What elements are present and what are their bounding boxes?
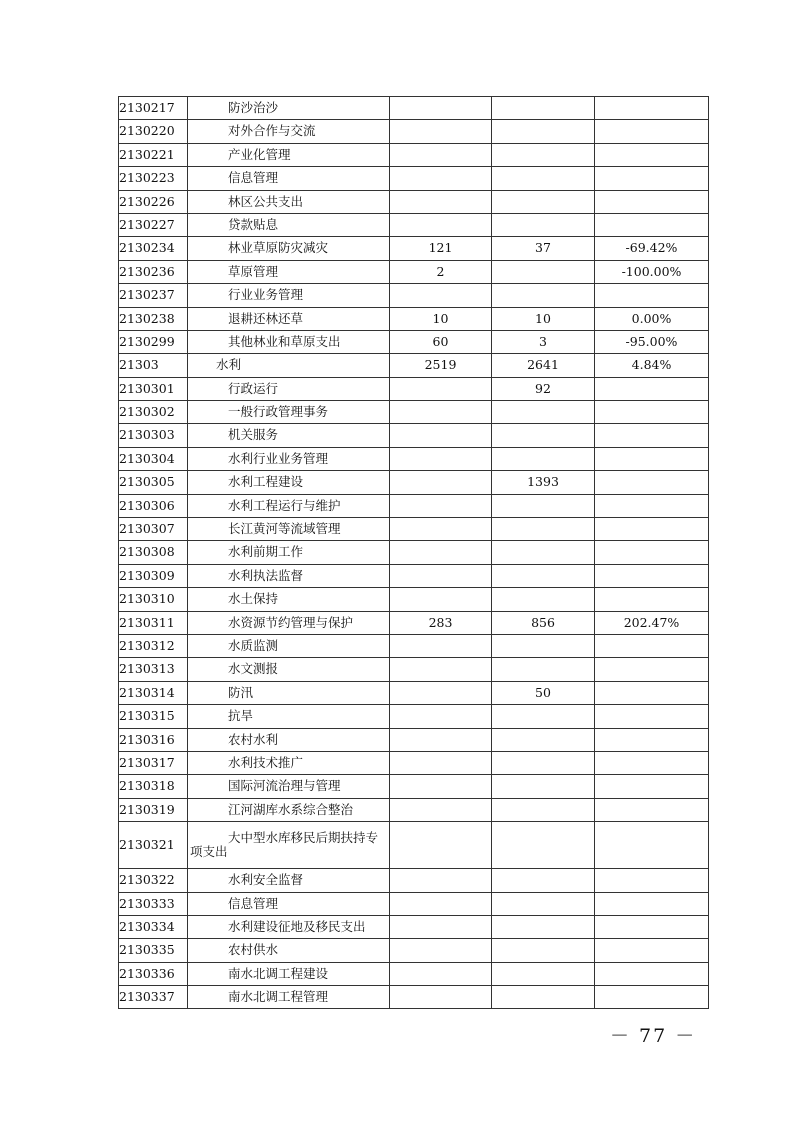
name-cell xyxy=(188,97,390,120)
code-cell: 2130335 xyxy=(119,939,188,962)
name-cell xyxy=(188,798,390,821)
table-row xyxy=(119,143,709,166)
code-cell: 2130303 xyxy=(119,424,188,447)
value1-cell xyxy=(390,143,492,166)
code-cell: 2130315 xyxy=(119,705,188,728)
value1-cell: 2 xyxy=(390,260,492,283)
change-cell: 202.47% xyxy=(595,611,709,634)
name-cell xyxy=(188,237,390,260)
name-text: 水利执法监督 xyxy=(228,567,304,583)
name-cell xyxy=(188,658,390,681)
name-text: 水利工程建设 xyxy=(228,474,304,490)
change-cell xyxy=(595,377,709,400)
name-cell xyxy=(188,284,390,307)
name-text: 水利 xyxy=(216,357,242,373)
code-cell: 2130301 xyxy=(119,377,188,400)
value1-cell xyxy=(390,962,492,985)
table-row xyxy=(119,798,709,821)
code-cell: 2130308 xyxy=(119,541,188,564)
code-cell: 2130334 xyxy=(119,915,188,938)
name-text: 一般行政管理事务 xyxy=(228,404,329,420)
value2-cell: 856 xyxy=(492,611,595,634)
table-row xyxy=(119,962,709,985)
change-cell xyxy=(595,541,709,564)
value1-cell xyxy=(390,213,492,236)
code-cell: 21303 xyxy=(119,354,188,377)
code-cell: 2130337 xyxy=(119,986,188,1009)
name-text: 抗旱 xyxy=(228,708,254,724)
change-cell xyxy=(595,213,709,236)
name-cell xyxy=(188,354,390,377)
change-cell xyxy=(595,658,709,681)
code-cell: 2130312 xyxy=(119,634,188,657)
value1-cell xyxy=(390,798,492,821)
table-row-wrapped xyxy=(119,822,709,869)
value1-cell xyxy=(390,167,492,190)
name-cell xyxy=(188,447,390,470)
table-row xyxy=(119,97,709,120)
name-text: 行业业务管理 xyxy=(228,287,304,303)
table-row xyxy=(119,307,709,330)
name-text-line1: 大中型水库移民后期扶持专 xyxy=(228,829,379,845)
change-cell xyxy=(595,728,709,751)
change-cell xyxy=(595,284,709,307)
change-cell xyxy=(595,167,709,190)
change-cell xyxy=(595,869,709,892)
name-text: 防沙治沙 xyxy=(228,100,279,115)
name-text: 信息管理 xyxy=(228,170,279,186)
name-text: 农村供水 xyxy=(228,942,279,958)
code-cell: 2130234 xyxy=(119,237,188,260)
value2-cell xyxy=(492,634,595,657)
table-row xyxy=(119,471,709,494)
change-cell xyxy=(595,471,709,494)
value1-cell xyxy=(390,424,492,447)
change-cell xyxy=(595,681,709,704)
budget-table-body xyxy=(119,97,709,1009)
table-row xyxy=(119,775,709,798)
table-row xyxy=(119,986,709,1009)
value1-cell xyxy=(390,518,492,541)
value2-cell xyxy=(492,401,595,424)
name-cell xyxy=(188,143,390,166)
name-cell xyxy=(188,190,390,213)
value1-cell xyxy=(390,541,492,564)
value1-cell xyxy=(390,97,492,120)
change-cell xyxy=(595,775,709,798)
code-cell: 2130319 xyxy=(119,798,188,821)
table-row xyxy=(119,728,709,751)
value1-cell: 60 xyxy=(390,330,492,353)
name-cell xyxy=(188,588,390,611)
name-text: 信息管理 xyxy=(228,895,279,911)
table-row xyxy=(119,588,709,611)
code-cell: 2130322 xyxy=(119,869,188,892)
table-row xyxy=(119,518,709,541)
code-cell: 2130318 xyxy=(119,775,188,798)
name-cell xyxy=(188,705,390,728)
name-cell xyxy=(188,377,390,400)
code-cell: 2130316 xyxy=(119,728,188,751)
name-text: 退耕还林还草 xyxy=(228,310,304,326)
value2-cell xyxy=(492,447,595,470)
value2-cell xyxy=(492,494,595,517)
code-cell: 2130227 xyxy=(119,213,188,236)
name-cell xyxy=(188,518,390,541)
value2-cell xyxy=(492,751,595,774)
name-cell xyxy=(188,986,390,1009)
table-row xyxy=(119,167,709,190)
value2-cell xyxy=(492,986,595,1009)
value1-cell xyxy=(390,869,492,892)
name-cell xyxy=(188,634,390,657)
value2-cell xyxy=(492,705,595,728)
table-row xyxy=(119,751,709,774)
name-cell xyxy=(188,330,390,353)
value2-cell xyxy=(492,962,595,985)
value1-cell xyxy=(390,658,492,681)
code-cell: 2130333 xyxy=(119,892,188,915)
name-text: 水土保持 xyxy=(228,591,279,607)
change-cell xyxy=(595,751,709,774)
value1-cell xyxy=(390,728,492,751)
name-cell xyxy=(188,751,390,774)
table-row-category xyxy=(119,354,709,377)
value2-cell: 37 xyxy=(492,237,595,260)
name-cell xyxy=(188,892,390,915)
name-cell xyxy=(188,822,390,869)
value1-cell: 2519 xyxy=(390,354,492,377)
name-text: 机关服务 xyxy=(228,427,279,443)
table-row xyxy=(119,237,709,260)
name-text: 水文测报 xyxy=(228,661,279,677)
code-cell: 2130317 xyxy=(119,751,188,774)
change-cell xyxy=(595,986,709,1009)
change-cell xyxy=(595,939,709,962)
value1-cell xyxy=(390,377,492,400)
name-cell xyxy=(188,611,390,634)
name-text: 防汛 xyxy=(228,684,254,700)
value2-cell xyxy=(492,541,595,564)
table-row xyxy=(119,705,709,728)
table-row xyxy=(119,213,709,236)
code-cell: 2130226 xyxy=(119,190,188,213)
name-text: 水资源节约管理与保护 xyxy=(228,614,354,630)
table-row xyxy=(119,658,709,681)
value2-cell xyxy=(492,424,595,447)
change-cell xyxy=(595,588,709,611)
value1-cell xyxy=(390,915,492,938)
name-cell xyxy=(188,307,390,330)
name-text: 林业草原防灾减灾 xyxy=(228,240,329,256)
code-cell: 2130237 xyxy=(119,284,188,307)
name-text: 林区公共支出 xyxy=(228,193,304,209)
value1-cell xyxy=(390,986,492,1009)
value1-cell xyxy=(390,822,492,869)
change-cell xyxy=(595,892,709,915)
change-cell: 0.00% xyxy=(595,307,709,330)
table-row xyxy=(119,892,709,915)
value1-cell xyxy=(390,471,492,494)
table-row xyxy=(119,120,709,143)
value2-cell xyxy=(492,167,595,190)
name-cell xyxy=(188,424,390,447)
table-row xyxy=(119,494,709,517)
value1-cell xyxy=(390,120,492,143)
value2-cell xyxy=(492,775,595,798)
name-cell xyxy=(188,915,390,938)
value2-cell xyxy=(492,120,595,143)
value2-cell xyxy=(492,190,595,213)
code-cell: 2130310 xyxy=(119,588,188,611)
page-number: － 77 － xyxy=(610,1025,697,1047)
value2-cell xyxy=(492,143,595,166)
value2-cell xyxy=(492,939,595,962)
change-cell xyxy=(595,518,709,541)
code-cell: 2130314 xyxy=(119,681,188,704)
value2-cell: 2641 xyxy=(492,354,595,377)
change-cell: -95.00% xyxy=(595,330,709,353)
value1-cell xyxy=(390,588,492,611)
value1-cell xyxy=(390,939,492,962)
budget-table xyxy=(118,96,709,1009)
name-cell xyxy=(188,401,390,424)
change-cell xyxy=(595,447,709,470)
name-text: 其他林业和草原支出 xyxy=(228,333,341,349)
change-cell xyxy=(595,798,709,821)
name-text: 水利技术推广 xyxy=(228,754,304,770)
name-text: 水利安全监督 xyxy=(228,872,304,888)
code-cell: 2130236 xyxy=(119,260,188,283)
code-cell: 2130313 xyxy=(119,658,188,681)
code-cell: 2130217 xyxy=(119,97,188,120)
code-cell: 2130306 xyxy=(119,494,188,517)
change-cell xyxy=(595,564,709,587)
name-text: 水利工程运行与维护 xyxy=(228,497,341,513)
table-row xyxy=(119,424,709,447)
value2-cell xyxy=(492,97,595,120)
code-cell: 2130299 xyxy=(119,330,188,353)
value2-cell: 1393 xyxy=(492,471,595,494)
change-cell xyxy=(595,705,709,728)
name-text: 南水北调工程建设 xyxy=(228,965,329,981)
table-row xyxy=(119,447,709,470)
name-text: 草原管理 xyxy=(228,263,279,279)
code-cell: 2130302 xyxy=(119,401,188,424)
name-cell xyxy=(188,167,390,190)
table-row xyxy=(119,541,709,564)
value2-cell: 10 xyxy=(492,307,595,330)
name-cell xyxy=(188,213,390,236)
value2-cell xyxy=(492,915,595,938)
change-cell xyxy=(595,120,709,143)
value1-cell xyxy=(390,681,492,704)
value2-cell xyxy=(492,728,595,751)
value2-cell xyxy=(492,564,595,587)
change-cell xyxy=(595,962,709,985)
name-text: 产业化管理 xyxy=(228,146,291,162)
name-cell xyxy=(188,120,390,143)
name-cell xyxy=(188,728,390,751)
table-row xyxy=(119,915,709,938)
value2-cell xyxy=(492,822,595,869)
table-row xyxy=(119,939,709,962)
change-cell xyxy=(595,634,709,657)
name-cell xyxy=(188,471,390,494)
change-cell xyxy=(595,143,709,166)
value1-cell xyxy=(390,892,492,915)
value2-cell xyxy=(492,213,595,236)
table-row xyxy=(119,681,709,704)
value2-cell xyxy=(492,588,595,611)
change-cell xyxy=(595,401,709,424)
value1-cell xyxy=(390,284,492,307)
value1-cell xyxy=(390,494,492,517)
name-text: 江河湖库水系综合整治 xyxy=(228,801,354,817)
name-text: 水利行业业务管理 xyxy=(228,450,329,466)
value1-cell: 10 xyxy=(390,307,492,330)
name-text: 水利建设征地及移民支出 xyxy=(228,918,366,934)
code-cell: 2130223 xyxy=(119,167,188,190)
value2-cell xyxy=(492,284,595,307)
table-row xyxy=(119,330,709,353)
name-cell xyxy=(188,939,390,962)
value1-cell xyxy=(390,751,492,774)
value2-cell xyxy=(492,798,595,821)
name-text: 水利前期工作 xyxy=(228,544,304,560)
change-cell: -69.42% xyxy=(595,237,709,260)
value1-cell: 121 xyxy=(390,237,492,260)
table-row xyxy=(119,611,709,634)
table-row xyxy=(119,401,709,424)
code-cell: 2130238 xyxy=(119,307,188,330)
name-text: 对外合作与交流 xyxy=(228,123,316,139)
value2-cell xyxy=(492,518,595,541)
change-cell xyxy=(595,190,709,213)
code-cell: 2130321 xyxy=(119,822,188,869)
name-cell xyxy=(188,869,390,892)
value1-cell xyxy=(390,634,492,657)
code-cell: 2130307 xyxy=(119,518,188,541)
table-row xyxy=(119,869,709,892)
name-cell xyxy=(188,494,390,517)
name-cell xyxy=(188,681,390,704)
name-text: 农村水利 xyxy=(228,731,279,747)
table-row xyxy=(119,377,709,400)
code-cell: 2130220 xyxy=(119,120,188,143)
value2-cell xyxy=(492,260,595,283)
code-cell: 2130309 xyxy=(119,564,188,587)
table-row xyxy=(119,284,709,307)
value2-cell: 3 xyxy=(492,330,595,353)
change-cell xyxy=(595,97,709,120)
code-cell: 2130221 xyxy=(119,143,188,166)
table-row xyxy=(119,634,709,657)
name-text: 水质监测 xyxy=(228,637,279,653)
change-cell xyxy=(595,915,709,938)
code-cell: 2130304 xyxy=(119,447,188,470)
name-text: 贷款贴息 xyxy=(228,216,279,232)
table-row xyxy=(119,190,709,213)
change-cell: -100.00% xyxy=(595,260,709,283)
code-cell: 2130336 xyxy=(119,962,188,985)
name-cell xyxy=(188,564,390,587)
change-cell: 4.84% xyxy=(595,354,709,377)
name-cell xyxy=(188,962,390,985)
value1-cell: 283 xyxy=(390,611,492,634)
value2-cell xyxy=(492,658,595,681)
change-cell xyxy=(595,822,709,869)
value1-cell xyxy=(390,775,492,798)
name-cell xyxy=(188,260,390,283)
value2-cell: 50 xyxy=(492,681,595,704)
value1-cell xyxy=(390,564,492,587)
name-text: 南水北调工程管理 xyxy=(228,989,329,1005)
table-row xyxy=(119,564,709,587)
value2-cell: 92 xyxy=(492,377,595,400)
name-text: 行政运行 xyxy=(228,380,279,396)
value1-cell xyxy=(390,447,492,470)
code-cell: 2130311 xyxy=(119,611,188,634)
value1-cell xyxy=(390,705,492,728)
value1-cell xyxy=(390,401,492,424)
value2-cell xyxy=(492,869,595,892)
change-cell xyxy=(595,424,709,447)
name-text: 国际河流治理与管理 xyxy=(228,778,341,794)
name-cell xyxy=(188,775,390,798)
value2-cell xyxy=(492,892,595,915)
name-cell xyxy=(188,541,390,564)
value1-cell xyxy=(390,190,492,213)
code-cell: 2130305 xyxy=(119,471,188,494)
change-cell xyxy=(595,494,709,517)
name-text: 长江黄河等流域管理 xyxy=(228,521,341,537)
table-row xyxy=(119,260,709,283)
name-text-line2: 项支出 xyxy=(190,844,228,860)
